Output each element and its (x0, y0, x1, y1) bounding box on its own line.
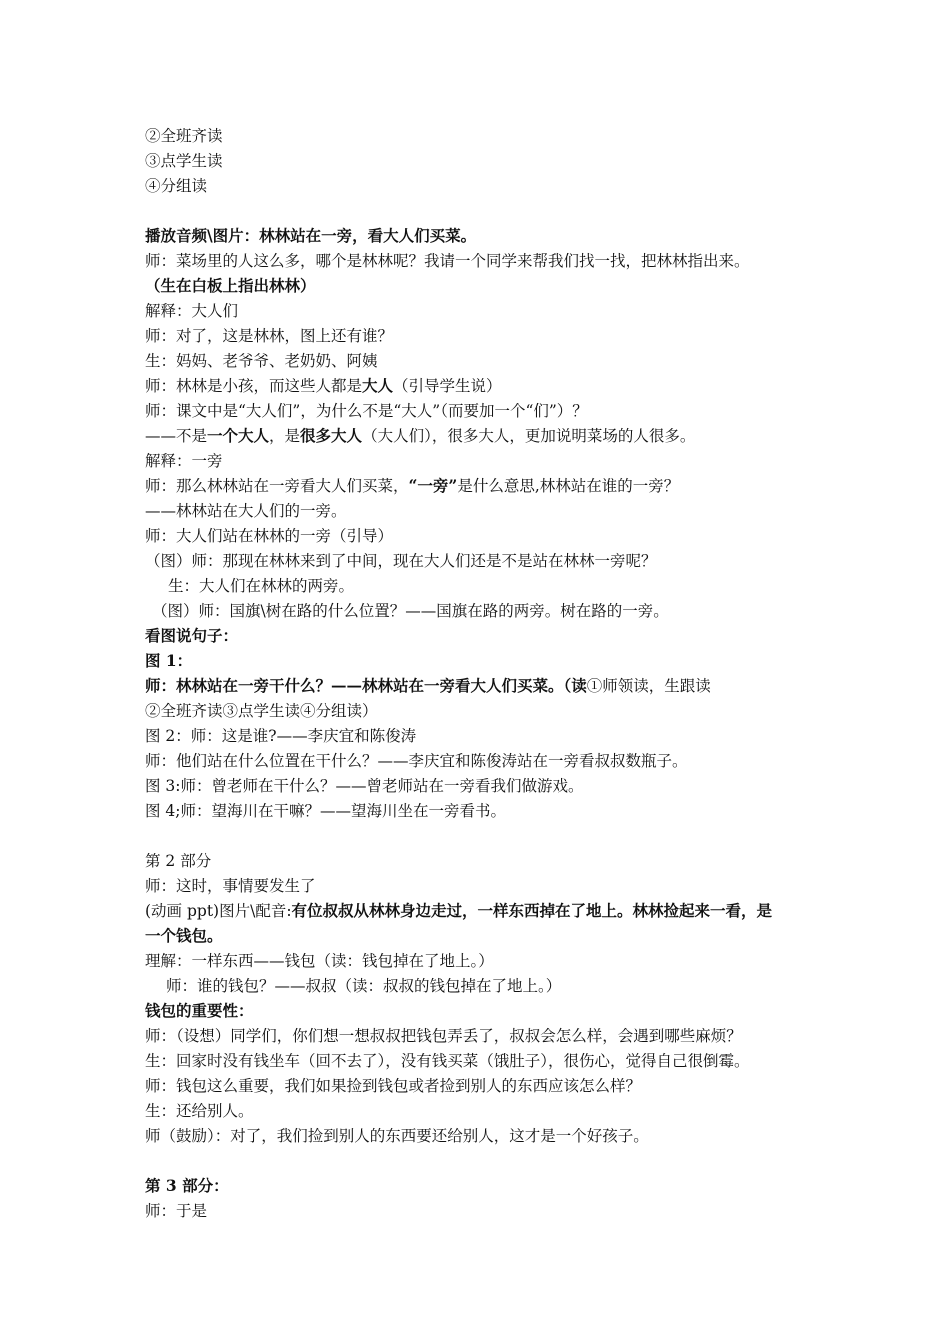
text-run-bold: 一个大人 (207, 426, 270, 445)
section-heading: 图 1： (145, 651, 193, 670)
text-line: 师：（设想）同学们，你们想一想叔叔把钱包弄丢了，叔叔会怎么样，会遇到哪些麻烦？ (145, 1027, 742, 1045)
text-line: （图）师：那现在林林来到了中间，现在大人们还是不是站在林林一旁呢？ (145, 552, 657, 570)
text-line: ——林林站在大人们的一旁。 (145, 502, 347, 520)
text-run: （大人们），很多大人，更加说明菜场的人很多。 (362, 427, 696, 445)
text-line: 师：对了，这是林林，图上还有谁？ (145, 327, 394, 345)
text-run-bold: 很多大人 (300, 426, 363, 445)
text-run: 师：林林是小孩，而这些人都是 (145, 377, 363, 395)
section-heading: 钱包的重要性： (145, 1001, 254, 1020)
text-line (145, 376, 502, 396)
text-line: 图 3:师：曾老师在干什么？——曾老师站在一旁看我们做游戏。 (145, 777, 584, 795)
text-line-bold: 一个钱包。 (145, 926, 223, 945)
section-heading: 第 3 部分： (145, 1176, 229, 1195)
text-line: 师：菜场里的人这么多，哪个是林林呢？我请一个同学来帮我们找一找，把林林指出来。 (145, 252, 750, 270)
section-heading: 第 2 部分 (145, 852, 212, 870)
text-line: 图 4;师：望海川在干嘛？——望海川坐在一旁看书。 (145, 802, 507, 820)
text-run: ，是 (269, 427, 301, 445)
text-line: 师（鼓励）：对了，我们捡到别人的东西要还给别人，这才是一个好孩子。 (145, 1127, 649, 1145)
text-line-bold: （生在白板上指出林林） (145, 276, 316, 295)
text-line: ②全班齐读 (145, 127, 223, 145)
text-line: 生：回家时没有钱坐车（回不去了），没有钱买菜（饿肚子），很伤心，觉得自己很倒霉。 (145, 1052, 750, 1070)
text-line (145, 676, 711, 696)
section-heading: 播放音频\图片：林林站在一旁，看大人们买菜。 (145, 226, 477, 245)
text-run-bold: “一旁” (408, 476, 458, 495)
text-line: 理解：一样东西——钱包（读：钱包掉在了地上。） (145, 952, 494, 970)
text-line: 师：这时，事情要发生了 (145, 877, 316, 895)
text-line: 师：课文中是“大人们”，为什么不是“大人”（而要加一个“们”）？ (145, 402, 588, 420)
text-line: 生：妈妈、老爷爷、老奶奶、阿姨 (145, 352, 378, 370)
text-run: （引导学生说） (393, 377, 502, 395)
text-run-bold: 大人 (362, 376, 394, 395)
text-line: ④分组读 (145, 177, 208, 195)
text-run: 师：那么林林站在一旁看大人们买菜， (145, 477, 409, 495)
text-run-bold: 有位叔叔从林林身边走过，一样东西掉在了地上。林林捡起来一看，是 (291, 901, 773, 920)
section-heading: 看图说句子： (145, 626, 239, 645)
text-line: 师：于是 (145, 1202, 208, 1220)
text-run: (动画 ppt)图片\配音: (145, 902, 292, 920)
text-run-bold: 师：林林站在一旁干什么？——林林站在一旁看大人们买菜。（读 (145, 676, 587, 695)
text-run: ①师领读，生跟读 (586, 677, 711, 695)
text-line (145, 426, 695, 446)
text-line (145, 901, 772, 921)
text-line: 师：他们站在什么位置在干什么？——李庆宜和陈俊涛站在一旁看叔叔数瓶子。 (145, 752, 688, 770)
text-line: 解释：一旁 (145, 452, 223, 470)
text-line: （图）师：国旗\树在路的什么位置？——国旗在路的两旁。树在路的一旁。 (152, 602, 669, 620)
text-run: ——不是 (145, 427, 208, 445)
text-line: 师：钱包这么重要，我们如果捡到钱包或者捡到别人的东西应该怎么样？ (145, 1077, 642, 1095)
text-line: 师：谁的钱包？——叔叔（读：叔叔的钱包掉在了地上。） (166, 977, 562, 995)
text-line: 生：还给别人。 (145, 1102, 254, 1120)
text-line: 解释：大人们 (145, 302, 239, 320)
text-run: 是什么意思,林林站在谁的一旁？ (457, 477, 680, 495)
text-line (145, 476, 679, 496)
text-line: 师：大人们站在林林的一旁（引导） (145, 527, 394, 545)
text-line: 图 2：师：这是谁?——李庆宜和陈俊涛 (145, 727, 417, 745)
text-line: ②全班齐读③点学生读④分组读） (145, 702, 378, 720)
text-line: 生：大人们在林林的两旁。 (168, 577, 355, 595)
text-line: ③点学生读 (145, 152, 223, 170)
